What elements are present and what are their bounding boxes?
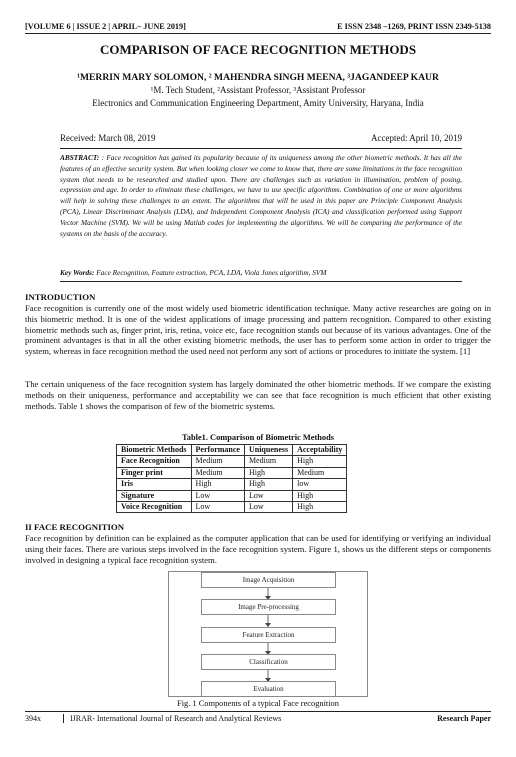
page-number: 394x [25,714,41,723]
table-cell: Medium [191,467,244,478]
table-header: Uniqueness [244,445,292,456]
figure-caption: Fig. 1 Components of a typical Face recognition [177,699,339,708]
keywords [60,268,462,277]
author-roles: ¹M. Tech Student, ²Assistant Professor, ³Assistant Professor [150,85,366,95]
intro-paragraph-2: The certain uniqueness of the face recognition system has largely dominated the other biometric methods. If we compare the existing methods on their uniqueness, performance and acceptability we can see that face recognition is much efficient that other existing methods. Table 1 shows the comparison of few of the biometric systems. [25,379,491,411]
flow-step-classification: Classification [201,654,336,670]
table-cell: Low [244,490,292,501]
table-cell: Low [244,502,292,513]
flow-step-feature-extraction: Feature Extraction [201,627,336,643]
table-cell: Low [191,502,244,513]
table-cell: High [293,502,347,513]
journal-header [25,22,491,31]
keywords-label: Key Words: [60,268,95,277]
table-header: Performance [191,445,244,456]
header-issn: E ISSN 2348 –1269, PRINT ISSN 2349-5138 [337,22,491,31]
comparison-table [116,444,347,513]
abstract-top-rule [60,148,462,149]
table-caption: Table1. Comparison of Biometric Methods [181,433,335,442]
table-cell: Low [191,490,244,501]
abstract-text: : Face recognition has gained its popularity because of its uniqueness among the other biometric methods. It has all the features of an effective security system. But when looking closer we come to know that, there are some limitations in the face recognition system that needs to be researched and studied upon. There are challenges such as variation in illumination, problem of posing, expression and age. In order to eliminate these challenges, we have to use specific algorithms. Combination of one or more algorithms will help in solving these challenges to an extent. The algorithms that will be used in this paper are Principle Component Analysis (PCA), Linear Discriminant Analysis (LDA), and Independent Component Analysis (ICA) and classification performed using Support Vector Machine (SVM). We will be using Matlab codes for implementing the algorithms. We will be comparing the performance of the systems on the basis of the accuracy. [60,153,462,238]
paper-type: Research Paper [437,714,491,723]
table-cell: Face Recognition [117,456,192,467]
journal-name: IJRAR- International Journal of Research and Analytical Reviews [63,714,281,723]
footer-rule [25,711,491,712]
journal-footer [25,714,491,723]
author-list: ¹MERRIN MARY SOLOMON, ² MAHENDRA SINGH MEENA, ³JAGANDEEP KAUR [77,72,439,83]
paper-title: COMPARISON OF FACE RECOGNITION METHODS [99,42,417,57]
table-cell: High [191,479,244,490]
header-volume: [VOLUME 6 | ISSUE 2 | APRIL– JUNE 2019] [25,22,186,31]
received-date: Received: March 08, 2019 [60,133,156,143]
table-cell: High [244,467,292,478]
keywords-text: Face Recognition, Feature extraction, PCA, LDA, Viola Jones algorithm, SVM [96,268,327,277]
table-cell: High [244,479,292,490]
table-cell: Voice Recognition [117,502,192,513]
table-header: Biometric Methods [117,445,192,456]
table-cell: Medium [191,456,244,467]
table-row [117,467,347,478]
table-cell: High [293,490,347,501]
submission-dates [60,133,462,143]
table-cell: Finger print [117,467,192,478]
abstract-label: ABSTRACT: [60,153,100,162]
abstract [60,153,462,239]
table-cell: Signature [117,490,192,501]
table-row [117,479,347,490]
accepted-date: Accepted: April 10, 2019 [371,133,462,143]
intro-paragraph-1: Face recognition is currently one of the most widely used biometric identification technique. Many active researches are going on in this biometric method. It is one of the widest applications of image processing and pattern recognition. Compared to other existing biometric methods such as, finger print, iris, retina, voice etc, face recognition stands out because of its various advantages. One of the prominent advantages is that in all the other existing biometric methods, the user has to perform some action in order to trigger the system, whereas in face recognition method the used need not perform any sort of actions or procedures to initiate the system. [1] [25,303,491,357]
abstract-bottom-rule [60,281,462,282]
author-affiliation: Electronics and Communication Engineering Department, Amity University, Haryana, India [92,98,424,108]
table-row [117,490,347,501]
intro-heading: INTRODUCTION [25,292,96,302]
flow-step-evaluation: Evaluation [201,681,336,697]
table-row [117,502,347,513]
table-cell: Iris [117,479,192,490]
table-cell: Medium [293,467,347,478]
section2-heading: II FACE RECOGNITION [25,522,125,532]
table-header: Acceptability [293,445,347,456]
flow-step-preprocessing: Image Pre-processing [201,599,336,615]
section2-paragraph: Face recognition by definition can be explained as the computer application that can be used for identifying or verifying an individual using their faces. There are various steps involved in the face recognition system. Figure 1, shows us the different steps or components involved in designing a typical face recognition system. [25,533,491,565]
table-header-row [117,445,347,456]
flow-step-acquisition: Image Acquisition [201,572,336,588]
table-row [117,456,347,467]
header-rule [25,33,491,34]
table-cell: High [293,456,347,467]
table-cell: low [293,479,347,490]
table-cell: Medium [244,456,292,467]
